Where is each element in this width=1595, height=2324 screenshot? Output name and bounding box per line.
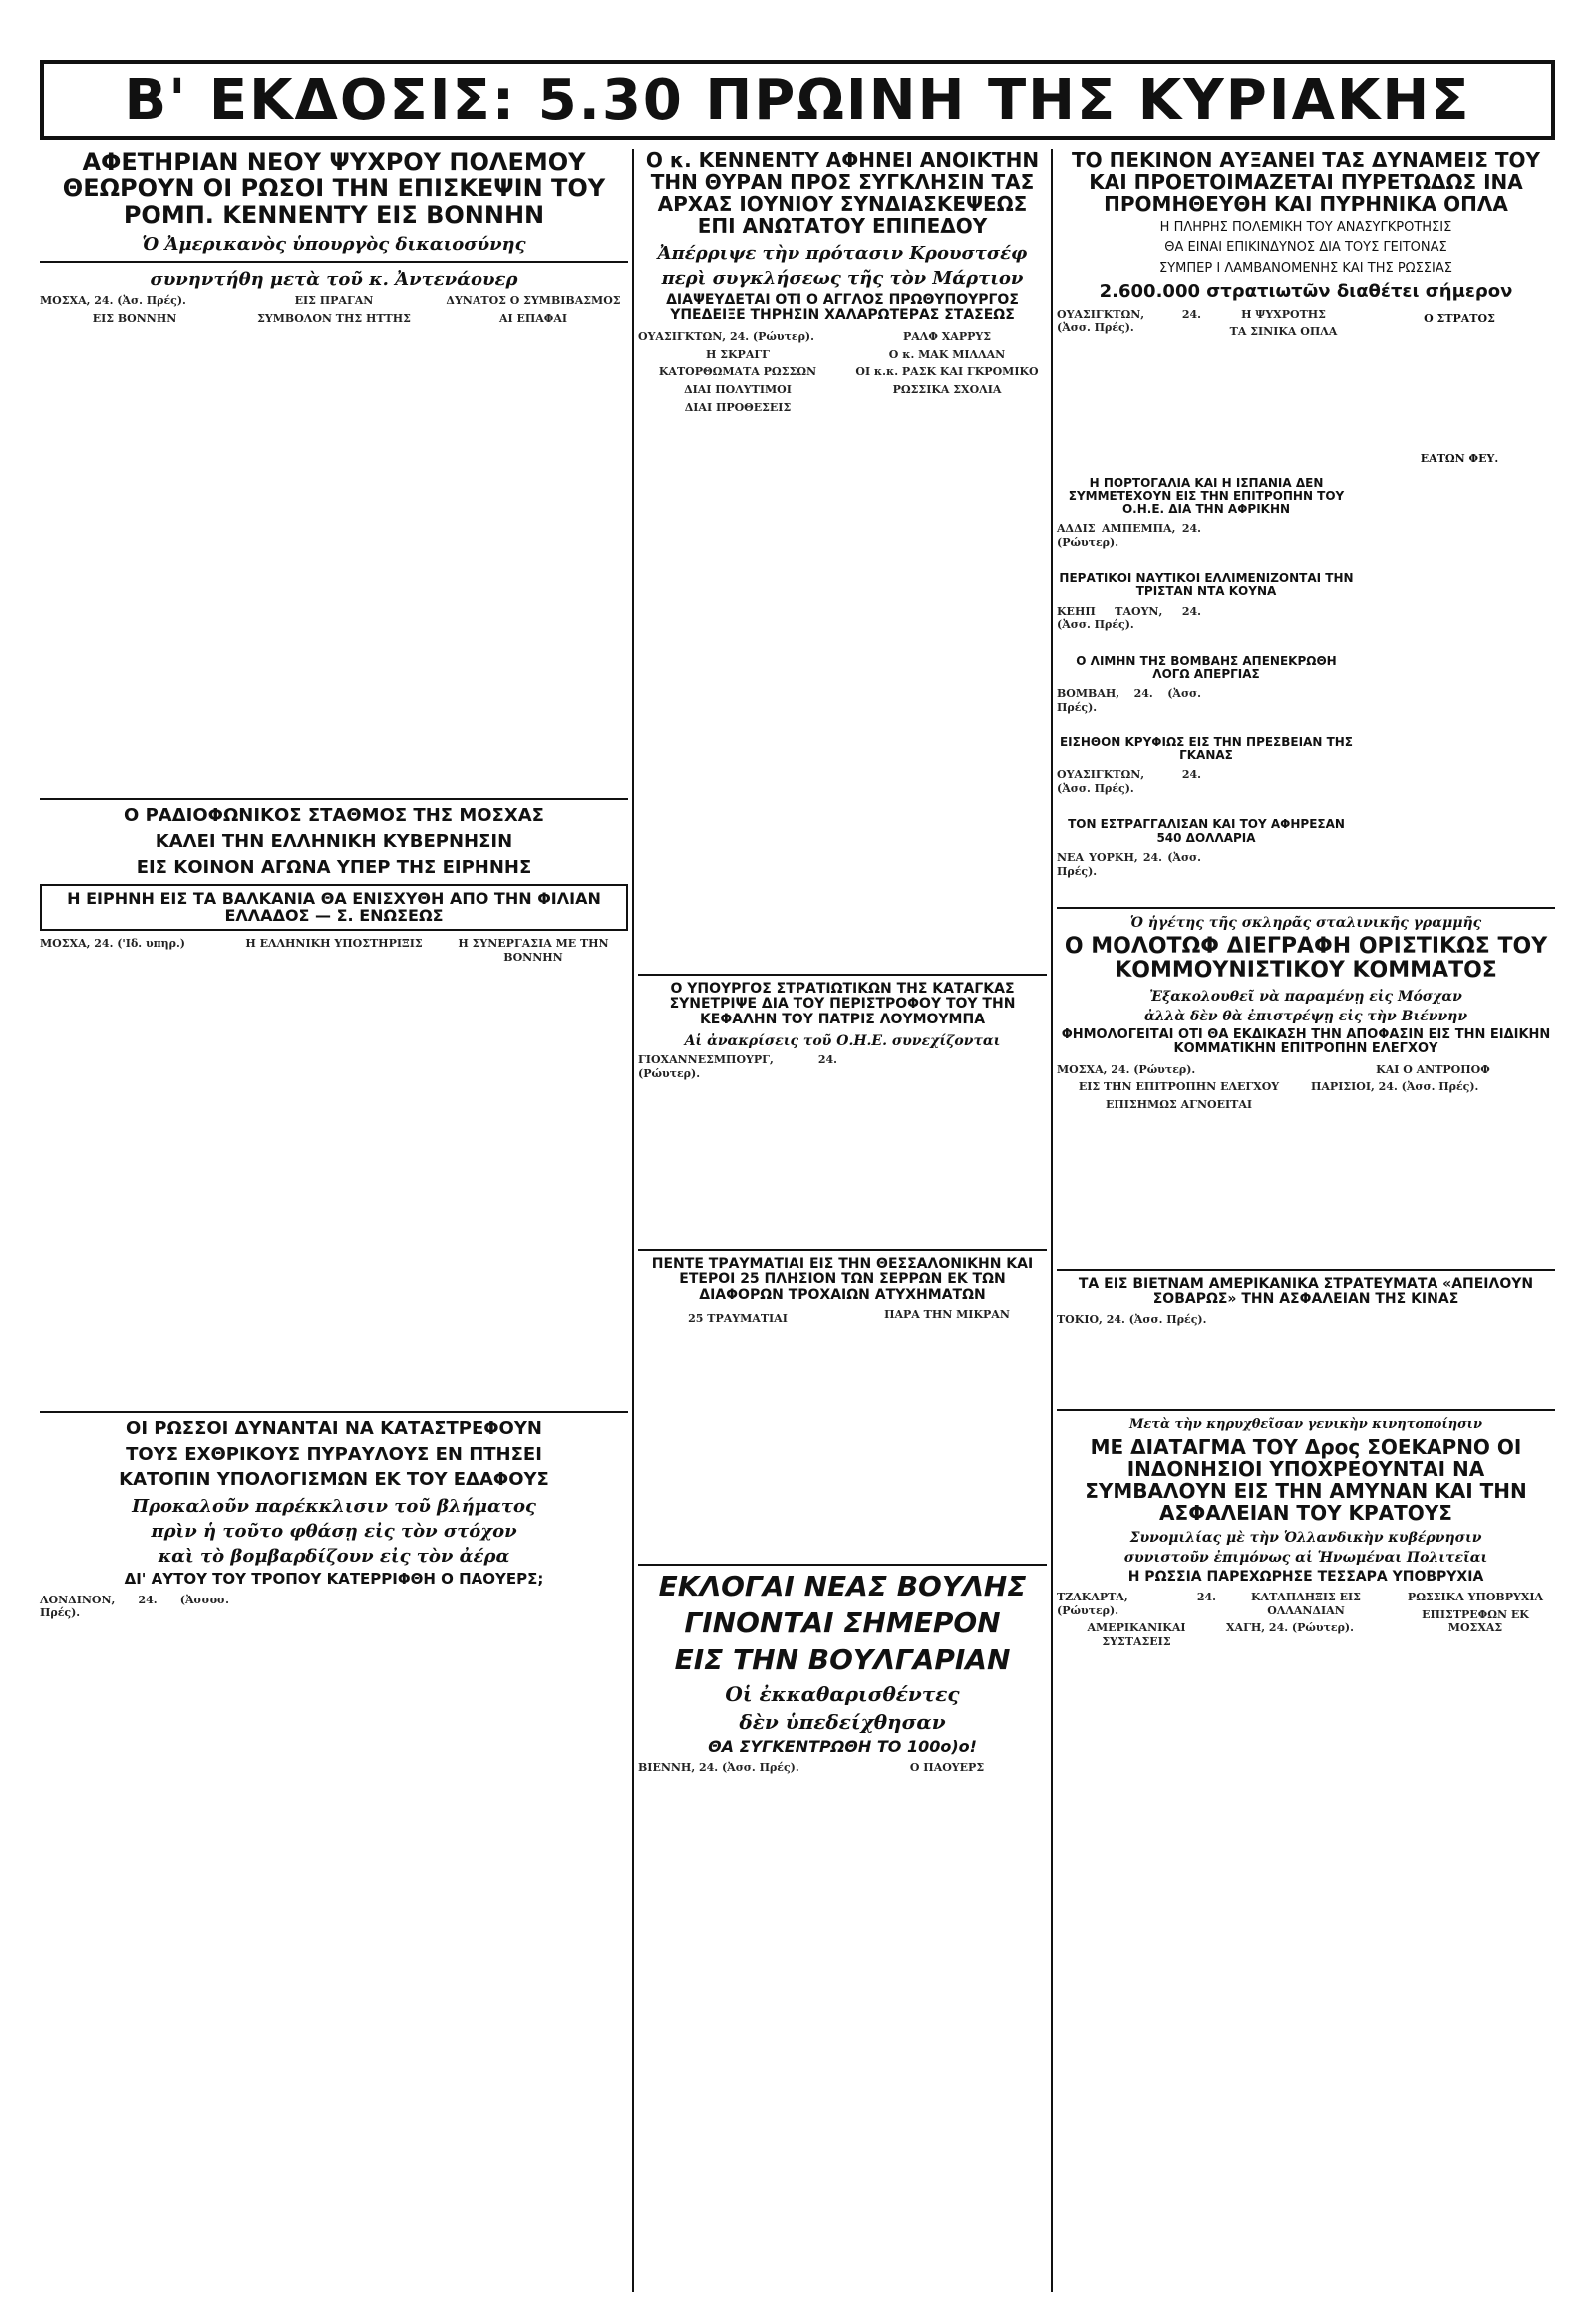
section-heading: Ο ΣΤΡΑΤΟΣ <box>1424 311 1495 325</box>
vietnam-headline: ΤΑ ΕΙΣ ΒΙΕΤΝΑΜ ΑΜΕΡΙΚΑΝΙΚΑ ΣΤΡΑΤΕΥΜΑΤΑ «ΑΠΕΙΛΟΥΝ ΣΟΒΑΡΩΣ» ΤΗΝ ΑΣΦΑΛΕΙΑΝ ΤΗΣ ΚΙΝΑΣ <box>1078 1275 1534 1307</box>
molotov-kicker: Ὁ ἡγέτης τῆς σκληρᾶς σταλινικῆς γραμμῆς <box>1129 914 1482 931</box>
dateline: ΛΟΝΔΙΝΟΝ, 24. (Ἀσσοσ. Πρές). <box>40 1593 229 1620</box>
peking-subheadline-3: ΣΥΜΠΕΡ Ι ΛΑΜΒΑΝΟΜΕΝΗΣ ΚΑΙ ΤΗΣ ΡΩΣΣΙΑΣ <box>1159 260 1452 276</box>
portugal-article <box>1057 522 1356 572</box>
divider <box>40 798 628 800</box>
ghana-article <box>1057 768 1356 818</box>
section-heading: ΔΥΝΑΤΟΣ Ο ΣΥΜΒΙΒΑΣΜΟΣ <box>446 294 621 308</box>
right-lower-region <box>1057 308 1555 901</box>
missile-headline-1: ΟΙ ΡΩΣΣΟΙ ΔΥΝΑΝΤΑΙ ΝΑ ΚΑΤΑΣΤΡΕΦΟΥΝ <box>126 1417 542 1439</box>
kennedy-bonn-headline: ΑΦΕΤΗΡΙΑΝ ΝΕΟΥ ΨΥΧΡΟΥ ΠΟΛΕΜΟΥ ΘΕΩΡΟΥΝ ΟΙ ΡΩΣΟΙ ΤΗΝ ΕΠΙΣΚΕΨΙΝ ΤΟΥ ΡΟΜΠ. ΚΕΝΝΕΝΤΥ ΕΙΣ ΒΟΝΝΗΝ <box>62 148 606 229</box>
divider <box>40 1411 628 1413</box>
salonika-article <box>638 1308 1047 1558</box>
newspaper-page <box>40 40 1555 2292</box>
dateline: ΚΕΗΠ ΤΑΟΥΝ, 24. (Ἀσσ. Πρές). <box>1057 604 1201 632</box>
bulgaria-article <box>638 1761 1047 2030</box>
stratos-column <box>1364 308 1555 901</box>
radio-moscow-headline-1: Ο ΡΑΔΙΟΦΩΝΙΚΟΣ ΣΤΑΘΜΟΣ ΤΗΣ ΜΟΣΧΑΣ <box>124 805 544 827</box>
bulgaria-subheadline-3: ΘΑ ΣΥΓΚΕΝΤΡΩΘΗ ΤΟ 100ο)ο! <box>708 1736 977 1756</box>
dateline: ΝΕΑ ΥΟΡΚΗ, 24. (Ἀσσ. Πρές). <box>1057 850 1201 878</box>
section-heading: ΚΑΤΑΠΛΗΞΙΣ ΕΙΣ ΟΛΛΑΝΔΙΑΝ <box>1251 1590 1361 1617</box>
section-heading: ΣΥΜΒΟΛΟΝ ΤΗΣ ΗΤΤΗΣ <box>257 311 411 325</box>
section-heading: ΕΙΣ ΠΡΑΓΑΝ <box>294 294 374 308</box>
dateline: ΧΑΓΗ, 24. (Ρώυτερ). <box>1226 1621 1354 1635</box>
divider <box>1057 907 1555 909</box>
kennedy-summit-headline: Ο κ. ΚΕΝΝΕΝΤΥ ΑΦΗΝΕΙ ΑΝΟΙΚΤΗΝ ΤΗΝ ΘΥΡΑΝ ΠΡΟΣ ΣΥΓΚΛΗΣΙΝ ΤΑΣ ΑΡΧΑΣ ΙΟΥΝΙΟΥ ΣΥΝΔΙΑΣΚΕΨΕΩΣ ΕΠΙ ΑΝΩΤΑΤΟΥ ΕΠΙΠΕΔΟΥ <box>645 148 1040 238</box>
missile-subheadline-4: ΔΙ' ΑΥΤΟΥ ΤΟΥ ΤΡΟΠΟΥ ΚΑΤΕΡΡΙΦΘΗ Ο ΠΑΟΥΕΡΣ; <box>124 1570 544 1589</box>
dateline: ΤΟΚΙΟ, 24. (Ἀσσ. Πρές). <box>1057 1312 1207 1326</box>
dateline: ΟΥΑΣΙΓΚΤΩΝ, 24. (Ἀσσ. Πρές). <box>1057 768 1201 796</box>
radio-moscow-headline-2: ΚΑΛΕΙ ΤΗΝ ΕΛΛΗΝΙΚΗ ΚΥΒΕΡΝΗΣΙΝ <box>155 830 513 852</box>
tristan-headline: ΠΕΡΑΤΙΚΟΙ ΝΑΥΤΙΚΟΙ ΕΛΛΙΜΕΝΙΖΟΝΤΑΙ ΤΗΝ ΤΡΙΣΤΑΝ ΝΤΑ ΚΟΥΝΑ <box>1059 571 1354 599</box>
kennedy-summit-subheadline-3: ΔΙΑΨΕΥΔΕΤΑΙ ΟΤΙ Ο ΑΓΓΛΟΣ ΠΡΩΘΥΠΟΥΡΓΟΣ ΥΠΕΔΕΙΞΕ ΤΗΡΗΣΙΝ ΧΑΛΑΡΩΤΕΡΑΣ ΣΤΑΣΕΩΣ <box>666 292 1019 324</box>
column-rule <box>1051 149 1053 2292</box>
bulgaria-headline-2: ΓΙΝΟΝΤΑΙ ΣΗΜΕΡΟΝ <box>684 1605 1001 1639</box>
salonika-headline: ΠΕΝΤΕ ΤΡΑΥΜΑΤΙΑΙ ΕΙΣ ΤΗΝ ΘΕΣΣΑΛΟΝΙΚΗΝ ΚΑΙ ΕΤΕΡΟΙ 25 ΠΛΗΣΙΟΝ ΤΩΝ ΣΕΡΡΩΝ ΕΚ ΤΩΝ ΔΙΑΦΟΡΩΝ ΤΡΟΧΑΙΩΝ ΑΤΥΧΗΜΑΤΩΝ <box>651 1255 1034 1303</box>
tristan-article <box>1057 605 1356 655</box>
indonesia-subheadline-3: Η ΡΩΣΣΙΑ ΠΑΡΕΧΩΡΗΣΕ ΤΕΣΣΑΡΑ ΥΠΟΒΡΥΧΙΑ <box>1127 1568 1484 1585</box>
section-heading: ΡΩΣΣΙΚΑ ΥΠΟΒΡΥΧΙΑ <box>1407 1590 1544 1603</box>
missile-subheadline-1: Προκαλοῦν παρέκκλισιν τοῦ βλήματος <box>132 1496 536 1518</box>
section-heading: ΚΑΤΟΡΘΩΜΑΤΑ ΡΩΣΣΩΝ <box>658 365 817 379</box>
indonesia-headline: ΜΕ ΔΙΑΤΑΓΜΑ ΤΟΥ Δρος ΣΟΕΚΑΡΝΟ ΟΙ ΙΝΔΟΝΗΣΙΟΙ ΥΠΟΧΡΕΟΥΝΤΑΙ ΝΑ ΣΥΜΒΑΛΟΥΝ ΕΙΣ ΤΗΝ ΑΜΥΝΑΝ ΚΑΙ ΤΗΝ ΑΣΦΑΛΕΙΑΝ ΤΟΥ ΚΡΑΤΟΥΣ <box>1085 1434 1527 1525</box>
divider <box>638 974 1047 976</box>
section-heading: ΠΑΡΑ ΤΗΝ ΜΙΚΡΑΝ <box>884 1308 1010 1322</box>
divider <box>638 1564 1047 1566</box>
column-left <box>40 149 628 1853</box>
section-heading: Ο ΠΑΟΥΕΡΣ <box>909 1761 985 1775</box>
bombay-article <box>1057 687 1356 736</box>
dateline: ΜΟΣΧΑ, 24. ('Ιδ. υπηρ.) <box>40 936 185 950</box>
divider <box>1057 1269 1555 1271</box>
section-heading: ΔΙΑΙ ΠΡΟΘΕΣΕΙΣ <box>684 400 792 414</box>
dateline: ΓΙΟΧΑΝΝΕΣΜΠΟΥΡΓ, 24. (Ρώυτερ). <box>638 1052 837 1080</box>
portugal-headline: Η ΠΟΡΤΟΓΑΛΙΑ ΚΑΙ Η ΙΣΠΑΝΙΑ ΔΕΝ ΣΥΜΜΕΤΕΧΟΥΝ ΕΙΣ ΤΗΝ ΕΠΙΤΡΟΠΗΝ ΤΟΥ Ο.Η.Ε. ΔΙΑ ΤΗΝ ΑΦΡΙΚΗΝ <box>1068 475 1345 517</box>
section-heading: ΕΙΣ ΒΟΝΝΗΝ <box>92 311 177 325</box>
kennedy-bonn-subheadline-2: συνηντήθη μετὰ τοῦ κ. Ἀντενάουερ <box>150 269 518 291</box>
column-rule <box>632 149 634 2292</box>
section-heading: ΟΙ κ.κ. ΡΑΣΚ ΚΑΙ ΓΚΡΟΜΙΚΟ <box>855 365 1039 379</box>
section-heading: Η ΕΛΛΗΝΙΚΗ ΥΠΟΣΤΗΡΙΞΙΣ <box>245 936 423 950</box>
dollars-headline: ΤΟΝ ΕΣΤΡΑΓΓΑΛΙΣΑΝ ΚΑΙ ΤΟΥ ΑΦΗΡΕΣΑΝ 540 ΔΟΛΛΑΡΙΑ <box>1068 817 1345 845</box>
ghana-headline: ΕΙΣΗΘΟΝ ΚΡΥΦΙΩΣ ΕΙΣ ΤΗΝ ΠΡΕΣΒΕΙΑΝ ΤΗΣ ΓΚΑΝΑΣ <box>1059 735 1353 763</box>
molotov-subheadline-2: ἀλλὰ δὲν θὰ ἐπιστρέψῃ εἰς τὴν Βιέννην <box>1143 1009 1468 1025</box>
bombay-headline: Ο ΛΙΜΗΝ ΤΗΣ ΒΟΜΒΑΗΣ ΑΠΕΝΕΚΡΩΘΗ ΛΟΓΩ ΑΠΕΡΓΙΑΣ <box>1076 653 1337 681</box>
missile-subheadline-2: πρὶν ἡ τοῦτο φθάσῃ εἰς τὸν στόχον <box>151 1521 517 1543</box>
section-heading: ΡΑΛΦ ΧΑΡΡΥΣ <box>903 329 991 343</box>
section-heading: Η ΣΥΝΕΡΓΑΣΙΑ ΜΕ ΤΗΝ ΒΟΝΝΗΝ <box>458 936 609 964</box>
section-heading: ΔΙΑΙ ΠΟΛΥΤΙΜΟΙ <box>684 383 792 397</box>
peking-subheadline-2: ΘΑ ΕΙΝΑΙ ΕΠΙΚΙΝΔΥΝΟΣ ΔΙΑ ΤΟΥΣ ΓΕΙΤΟΝΑΣ <box>1164 240 1447 256</box>
radio-moscow-subheadline: Η ΕΙΡΗΝΗ ΕΙΣ ΤΑ ΒΑΛΚΑΝΙΑ ΘΑ ΕΝΙΣΧΥΘΗ ΑΠΟ ΤΗΝ ΦΙΛΙΑΝ ΕΛΛΑΔΟΣ — Σ. ΕΝΩΣΕΩΣ <box>40 884 628 931</box>
stratos-article <box>1364 329 1555 448</box>
dateline: ΒΟΜΒΑΗ, 24. (Ἀσσ. Πρές). <box>1057 687 1201 714</box>
indonesia-subheadline-1: Συνομιλίας μὲ τὴν Ὁλλανδικὴν κυβέρνησιν <box>1129 1529 1482 1546</box>
missile-headline-3: ΚΑΤΟΠΙΝ ΥΠΟΛΟΓΙΣΜΩΝ ΕΚ ΤΟΥ ΕΔΑΦΟΥΣ <box>119 1469 549 1491</box>
indonesia-kicker: Μετὰ τὴν κηρυχθεῖσαν γενικὴν κινητοποίησιν <box>1128 1416 1482 1432</box>
dateline: ΜΟΣΧΑ, 24. (Ρώυτερ). <box>1057 1062 1196 1076</box>
radio-moscow-headline-3: ΕΙΣ ΚΟΙΝΟΝ ΑΓΩΝΑ ΥΠΕΡ ΤΗΣ ΕΙΡΗΝΗΣ <box>136 856 532 878</box>
dateline: ΟΥΑΣΙΓΚΤΩΝ, 24. (Ρώυτερ). <box>638 329 814 343</box>
divider <box>40 261 628 263</box>
molotov-subheadline-3: ΦΗΜΟΛΟΓΕΙΤΑΙ ΟΤΙ ΘΑ ΕΚΔΙΚΑΣΗ ΤΗΝ ΑΠΟΦΑΣΙΝ ΕΙΣ ΤΗΝ ΕΙΔΙΚΗΝ ΚΟΜΜΑΤΙΚΗΝ ΕΠΙΤΡΟΠΗΝ ΕΛΕΓΧΟΥ <box>1061 1027 1551 1057</box>
katanga-headline: Ο ΥΠΟΥΡΓΟΣ ΣΤΡΑΤΙΩΤΙΚΩΝ ΤΗΣ ΚΑΤΑΓΚΑΣ ΣΥΝΕΤΡΙΨΕ ΔΙΑ ΤΟΥ ΠΕΡΙΣΤΡΟΦΟΥ ΤΟΥ ΤΗΝ ΚΕΦΑΛΗΝ ΤΟΥ ΠΑΤΡΙΣ ΛΟΥΜΟΥΜΠΑ <box>669 980 1016 1027</box>
section-heading: ΤΑ ΣΙΝΙΚΑ ΟΠΛΑ <box>1229 325 1338 339</box>
dateline: ΑΔΔΙΣ ΑΜΠΕΜΠΑ, 24. (Ρώυτερ). <box>1057 522 1201 549</box>
kennedy-summit-article <box>638 330 1047 968</box>
section-heading: ΕΑΤΩΝ ΦΕΥ. <box>1420 451 1499 465</box>
indonesia-subheadline-2: συνιστοῦν ἐπιμόνως αἱ Ἡνωμέναι Πολιτεῖαι <box>1123 1549 1488 1566</box>
katanga-subheadline: Αἱ ἀνακρίσεις τοῦ Ο.Η.Ε. συνεχίζονται <box>684 1032 1001 1049</box>
section-heading: ΕΙΣ ΤΗΝ ΕΠΙΤΡΟΠΗΝ ΕΛΕΓΧΟΥ <box>1078 1080 1280 1094</box>
section-heading: ΕΠΙΣΗΜΩΣ ΑΓΝΟΕΙΤΑΙ <box>1105 1098 1253 1112</box>
section-heading: ΡΩΣΣΙΚΑ ΣΧΟΛΙΑ <box>892 383 1002 397</box>
dateline: ΤΖΑΚΑΡΤΑ, 24. (Ρώυτερ). <box>1057 1590 1216 1617</box>
section-heading: 25 ΤΡΑΥΜΑΤΙΑΙ <box>688 1312 788 1326</box>
kennedy-summit-subheadline-2: περὶ συγκλήσεως τῆς τὸν Μάρτιον <box>661 268 1024 289</box>
vietnam-article <box>1057 1313 1555 1403</box>
kennedy-bonn-article <box>40 294 628 792</box>
missile-subheadline-3: καὶ τὸ βομβαρδίζουν εἰς τὸν ἀέρα <box>158 1546 510 1568</box>
peking-headline: ΤΟ ΠΕΚΙΝΟΝ ΑΥΞΑΝΕΙ ΤΑΣ ΔΥΝΑΜΕΙΣ ΤΟΥ ΚΑΙ ΠΡΟΕΤΟΙΜΑΖΕΤΑΙ ΠΥΡΕΤΩΔΩΣ ΙΝΑ ΠΡΟΜΗΘΕΥΘΗ ΚΑΙ ΠΥΡΗΝΙΚΑ ΟΠΛΑ <box>1072 148 1540 216</box>
molotov-subheadline-1: Ἐξακολουθεῖ νὰ παραμένῃ εἰς Μόσχαν <box>1149 989 1462 1006</box>
section-heading: ΑΙ ΕΠΑΦΑΙ <box>498 311 568 325</box>
missile-headline-2: ΤΟΥΣ ΕΧΘΡΙΚΟΥΣ ΠΥΡΑΥΛΟΥΣ ΕΝ ΠΤΗΣΕΙ <box>126 1443 542 1465</box>
divider <box>1057 1409 1555 1411</box>
edition-banner: Β' ΕΚΔΟΣΙΣ: 5.30 ΠΡΩΙΝΗ ΤΗΣ ΚΥΡΙΑΚΗΣ <box>40 60 1555 140</box>
katanga-article <box>638 1053 1047 1243</box>
dateline: ΟΥΑΣΙΓΚΤΩΝ, 24. (Ἀσσ. Πρές). <box>1057 307 1201 335</box>
section-heading: ΑΜΕΡΙΚΑΝΙΚΑΙ ΣΥΣΤΑΣΕΙΣ <box>1087 1621 1186 1649</box>
divider <box>638 1249 1047 1251</box>
peking-subheadline-1: Η ΠΛΗΡΗΣ ΠΟΛΕΜΙΚΗ ΤΟΥ ΑΝΑΣΥΓΚΡΟΤΗΣΙΣ <box>1159 220 1452 235</box>
section-heading: ΚΑΙ Ο ΑΝΤΡΟΠΟΦ <box>1376 1062 1490 1076</box>
dateline: ΠΑΡΙΣΙΟΙ, 24. (Ἀσσ. Πρές). <box>1311 1080 1479 1094</box>
dateline: ΜΟΣΧΑ, 24. (Ἀσ. Πρές). <box>40 294 186 308</box>
dateline: ΒΙΕΝΝΗ, 24. (Ἀσσ. Πρές). <box>638 1761 799 1775</box>
peking-article <box>1057 308 1356 477</box>
missile-article <box>40 1594 628 1853</box>
molotov-article <box>1057 1063 1555 1263</box>
bulgaria-headline-1: ΕΚΛΟΓΑΙ ΝΕΑΣ ΒΟΥΛΗΣ <box>658 1570 1027 1603</box>
section-heading: Η ΨΥΧΡΟΤΗΣ <box>1241 307 1326 321</box>
column-right <box>1057 149 1555 1790</box>
section-heading: Ο κ. ΜΑΚ ΜΙΛΛΑΝ <box>888 347 1006 361</box>
bulgaria-subheadline-1: Οἱ ἐκκαθαρισθέντες <box>725 1681 960 1706</box>
section-heading: ΕΠΙΣΤΡΕΦΩΝ ΕΚ ΜΟΣΧΑΣ <box>1422 1607 1529 1635</box>
section-heading: Η ΣΚΡΑΓΓ <box>706 347 770 361</box>
indonesia-article <box>1057 1591 1555 1790</box>
column-center <box>638 149 1047 2030</box>
kennedy-summit-subheadline-1: Ἀπέρριψε τὴν πρότασιν Κρουστσέφ <box>657 243 1028 264</box>
radio-moscow-article <box>40 937 628 1405</box>
dollars-article <box>1057 851 1356 901</box>
right-news-column <box>1057 308 1356 901</box>
bulgaria-headline-3: ΕΙΣ ΤΗΝ ΒΟΥΛΓΑΡΙΑΝ <box>674 1642 1011 1676</box>
kennedy-bonn-subheadline: Ὁ Ἀμερικανὸς ὑπουργὸς δικαιοσύνης <box>142 234 526 256</box>
peking-subheadline-4: 2.600.000 στρατιωτῶν διαθέτει σήμερον <box>1099 280 1513 302</box>
molotov-headline: Ο ΜΟΛΟΤΩΦ ΔΙΕΓΡΑΦΗ ΟΡΙΣΤΙΚΩΣ ΤΟΥ ΚΟΜΜΟΥΝΙΣΤΙΚΟΥ ΚΟΜΜΑΤΟΣ <box>1064 933 1548 983</box>
bulgaria-subheadline-2: δὲν ὑπεδείχθησαν <box>739 1709 946 1734</box>
